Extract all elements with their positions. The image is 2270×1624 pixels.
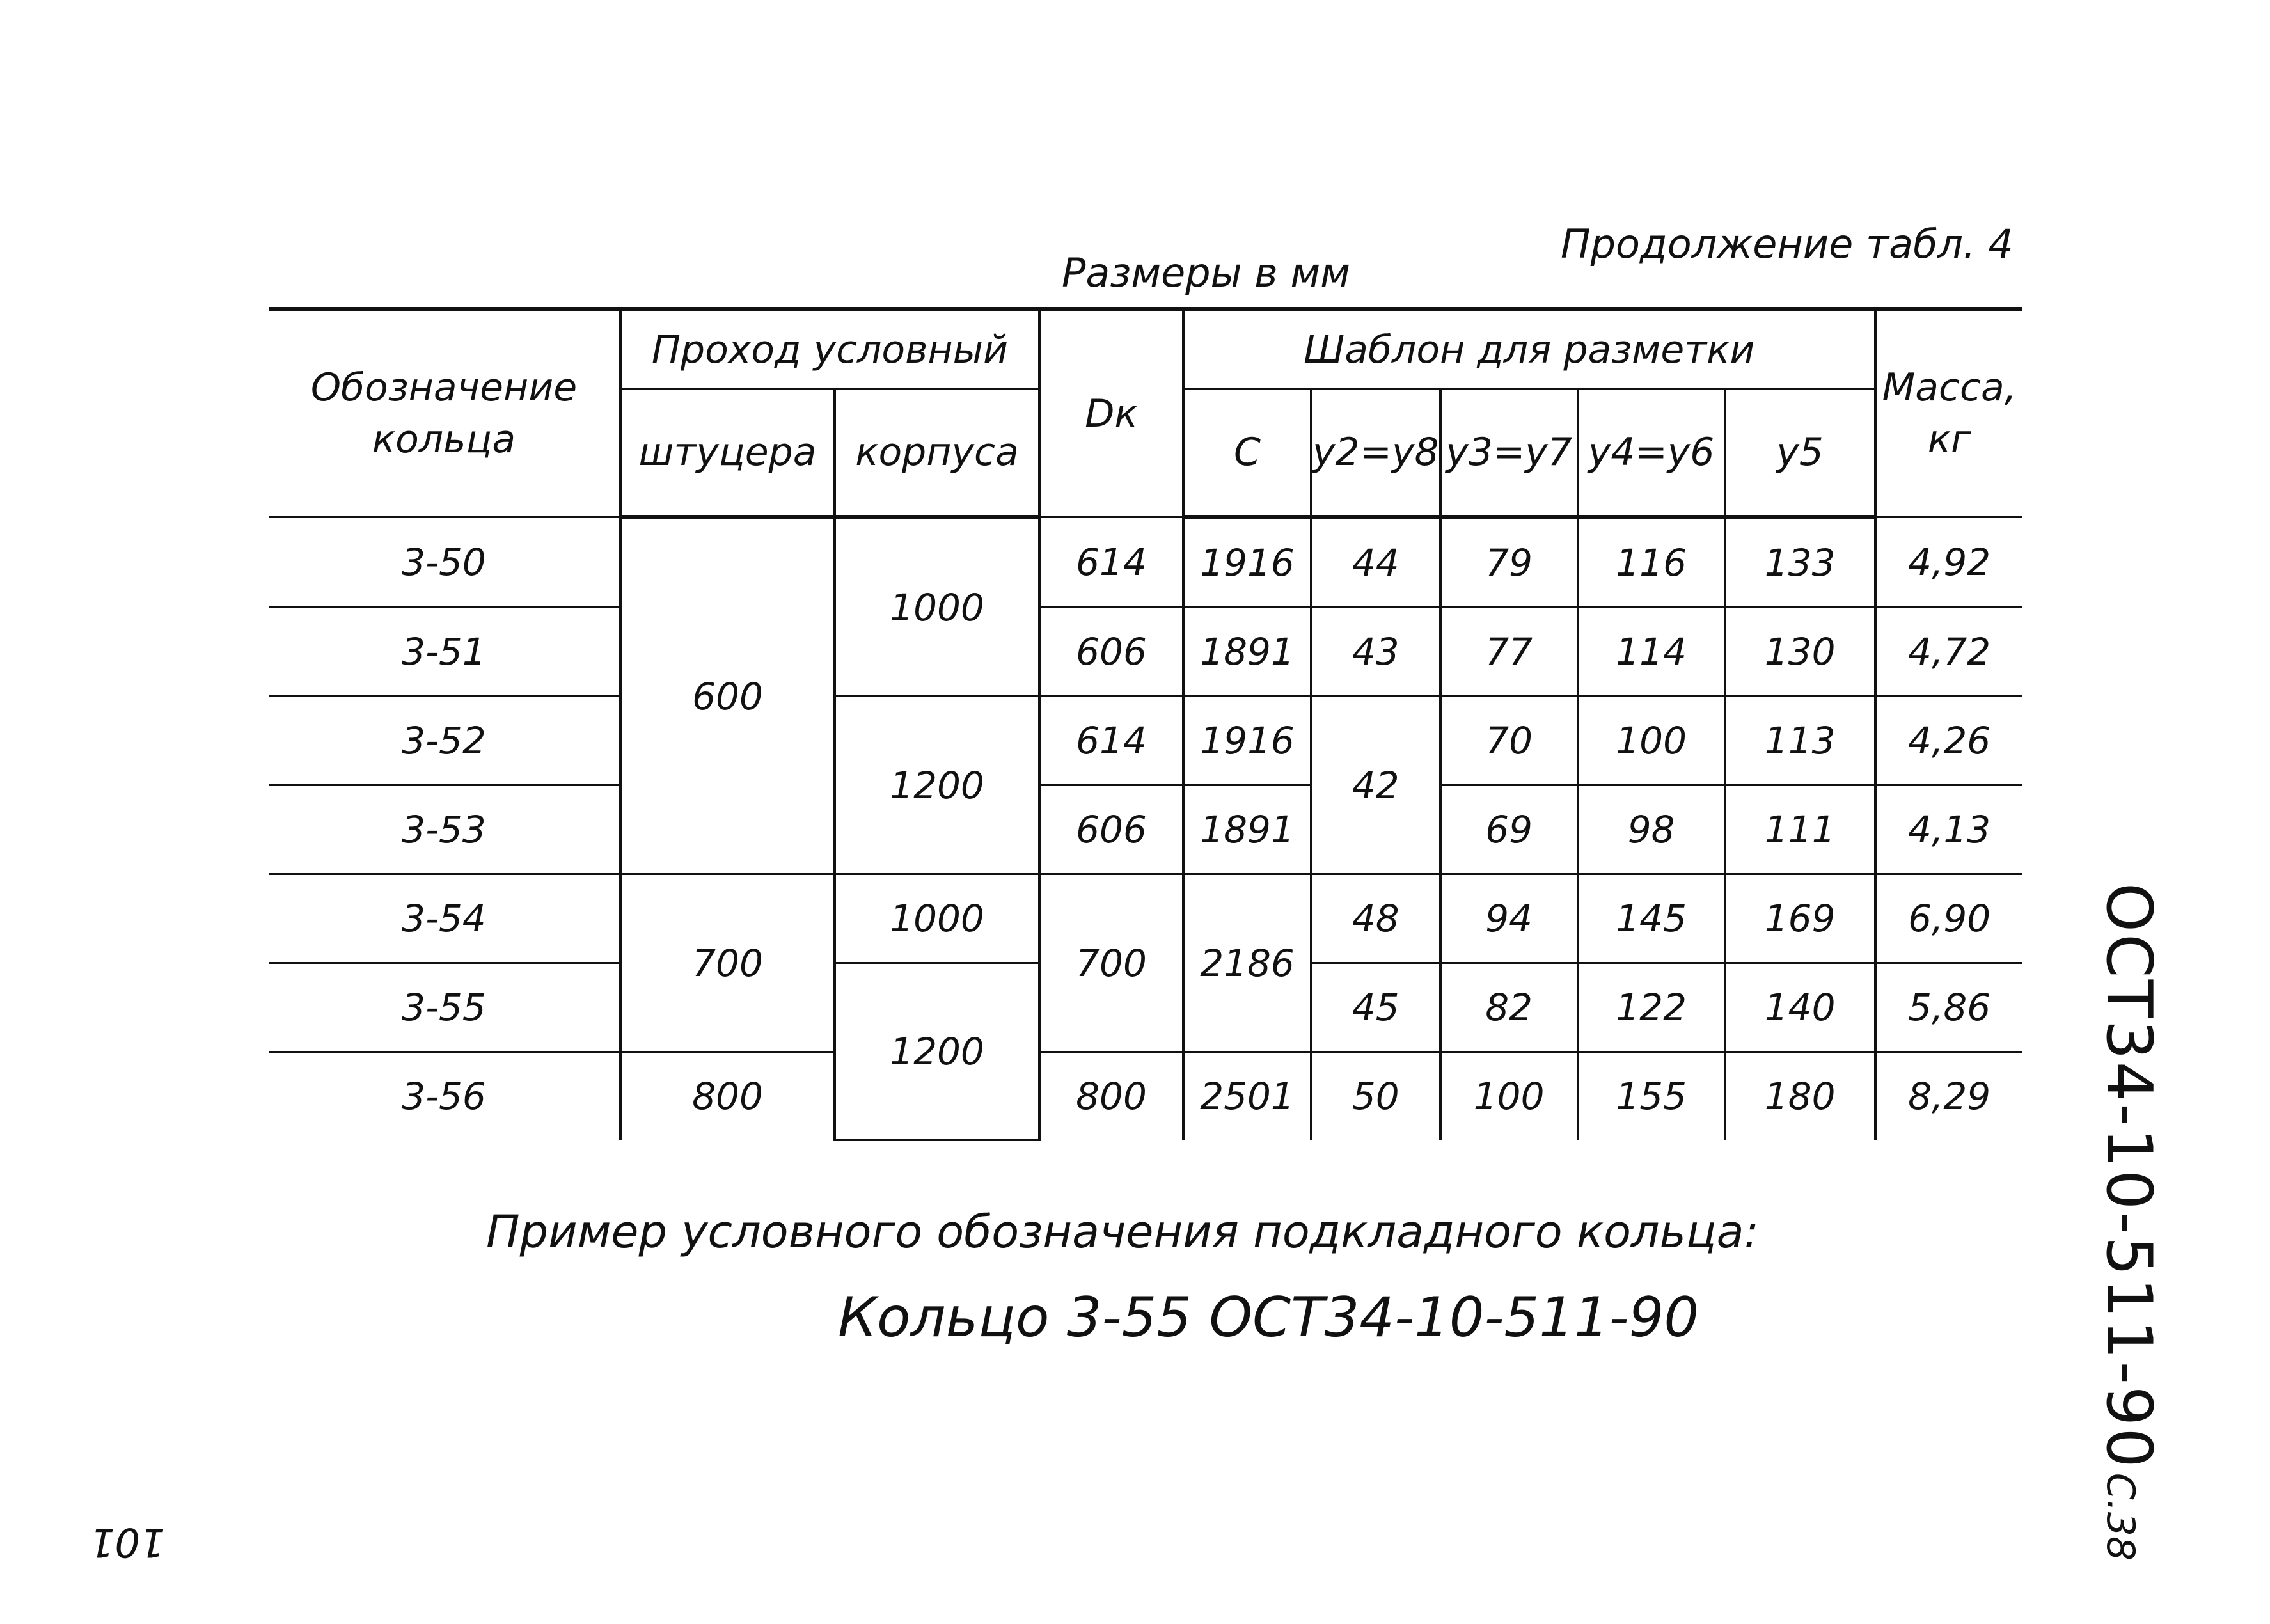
body-cell: 1200	[835, 963, 1039, 1140]
sheet-number: С.38	[2098, 1472, 2143, 1561]
y3y7-cell: 100	[1440, 1052, 1578, 1140]
mass-cell: 8,29	[1875, 1052, 2022, 1140]
designation-cell: 3-50	[269, 517, 620, 608]
dk-cell: 606	[1039, 785, 1183, 874]
dk-cell: 614	[1039, 517, 1183, 608]
y3y7-cell: 70	[1440, 697, 1578, 785]
table-row	[269, 697, 2022, 785]
col-c-header: C	[1183, 390, 1311, 517]
table-row	[269, 874, 2022, 963]
y2y8-cell: 45	[1311, 963, 1440, 1052]
fitting-cell: 600	[620, 517, 835, 874]
y4y6-cell: 122	[1578, 963, 1725, 1052]
designation-cell: 3-51	[269, 608, 620, 697]
y5-cell: 133	[1725, 517, 1875, 608]
y5-cell: 111	[1725, 785, 1875, 874]
y2y8-cell: 44	[1311, 517, 1440, 608]
dk-cell: 700	[1039, 874, 1183, 1052]
c-cell: 2186	[1183, 874, 1311, 1052]
table-row	[269, 517, 2022, 608]
y4y6-cell: 100	[1578, 697, 1725, 785]
y5-cell: 169	[1725, 874, 1875, 963]
page-number: 101	[90, 1519, 166, 1566]
y4y6-cell: 145	[1578, 874, 1725, 963]
y4y6-cell: 116	[1578, 517, 1725, 608]
col-dk-header: Dк	[1039, 310, 1183, 517]
dk-cell: 614	[1039, 697, 1183, 785]
y5-cell: 180	[1725, 1052, 1875, 1140]
col-y5-header: y5	[1725, 390, 1875, 517]
designation-cell: 3-52	[269, 697, 620, 785]
fitting-cell: 800	[620, 1052, 835, 1140]
dk-cell: 800	[1039, 1052, 1183, 1140]
c-cell: 1891	[1183, 785, 1311, 874]
col-body-header: корпуса	[835, 390, 1039, 517]
units-label: Размеры в мм	[1062, 249, 1351, 296]
example-title: Пример условного обозначения подкладного кольца:	[486, 1206, 1760, 1258]
y4y6-cell: 114	[1578, 608, 1725, 697]
dk-cell: 606	[1039, 608, 1183, 697]
col-y4y6-header: y4=y6	[1578, 390, 1725, 517]
y2y8-cell: 48	[1311, 874, 1440, 963]
fitting-cell: 700	[620, 874, 835, 1052]
y5-cell: 140	[1725, 963, 1875, 1052]
document-code: ОСТ34-10-511-90	[2092, 883, 2165, 1470]
designation-cell: 3-53	[269, 785, 620, 874]
c-cell: 1891	[1183, 608, 1311, 697]
designation-cell: 3-55	[269, 963, 620, 1052]
col-mass-header: Масса, кг	[1875, 310, 2022, 517]
c-cell: 1916	[1183, 697, 1311, 785]
body-cell: 1000	[835, 517, 1039, 697]
y4y6-cell: 98	[1578, 785, 1725, 874]
body-cell: 1200	[835, 697, 1039, 874]
y5-cell: 113	[1725, 697, 1875, 785]
table-row	[269, 785, 2022, 874]
col-y3y7-header: y3=y7	[1440, 390, 1578, 517]
designation-cell: 3-56	[269, 1052, 620, 1140]
y5-cell: 130	[1725, 608, 1875, 697]
y2y8-cell: 42	[1311, 697, 1440, 874]
ring-dimensions-table	[269, 307, 2022, 1141]
table-row	[269, 608, 2022, 697]
c-cell: 2501	[1183, 1052, 1311, 1140]
col-designation-header: Обозначение кольца	[269, 310, 620, 517]
designation-cell: 3-54	[269, 874, 620, 963]
mass-cell: 4,13	[1875, 785, 2022, 874]
y2y8-cell: 43	[1311, 608, 1440, 697]
y2y8-cell: 50	[1311, 1052, 1440, 1140]
y3y7-cell: 69	[1440, 785, 1578, 874]
mass-cell: 4,72	[1875, 608, 2022, 697]
table-row	[269, 1052, 2022, 1140]
y3y7-cell: 77	[1440, 608, 1578, 697]
mass-cell: 4,92	[1875, 517, 2022, 608]
c-cell: 1916	[1183, 517, 1311, 608]
mass-cell: 5,86	[1875, 963, 2022, 1052]
y4y6-cell: 155	[1578, 1052, 1725, 1140]
mass-cell: 6,90	[1875, 874, 2022, 963]
col-template-group-header: Шаблон для разметки	[1183, 310, 1875, 390]
y3y7-cell: 94	[1440, 874, 1578, 963]
y3y7-cell: 82	[1440, 963, 1578, 1052]
col-fitting-header: штуцера	[620, 390, 835, 517]
col-y2y8-header: y2=y8	[1311, 390, 1440, 517]
y3y7-cell: 79	[1440, 517, 1578, 608]
mass-cell: 4,26	[1875, 697, 2022, 785]
body-cell: 1000	[835, 874, 1039, 963]
example-value: Кольцо 3-55 ОСТ34-10-511-90	[838, 1286, 1699, 1350]
continuation-label: Продолжение табл. 4	[1561, 221, 2014, 267]
col-nominal-group-header: Проход условный	[620, 310, 1039, 390]
